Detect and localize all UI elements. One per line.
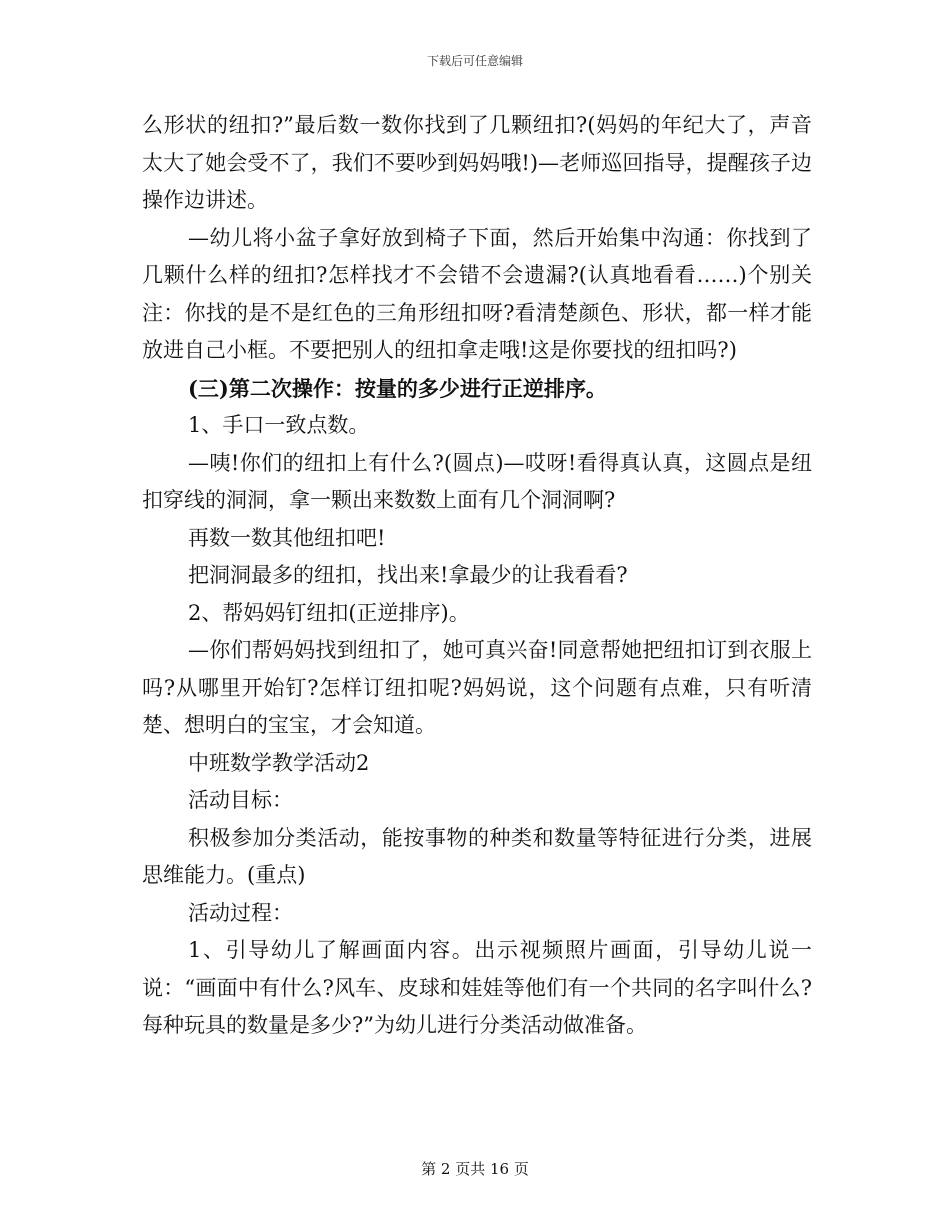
paragraph-4: 1、手口一致点数。 (188, 413, 370, 437)
goals-heading: 活动目标： (188, 788, 293, 812)
section-heading-3: (三)第二次操作：按量的多少进行正逆排序。 (188, 375, 607, 401)
paragraph-1: 么形状的纽扣?”最后数一数你找到了几颗纽扣?(妈妈的年纪大了，声音太大了她会受不了，我们不要吵到妈妈哦!)—老师巡回指导，提醒孩子边操作边讲述。 (142, 113, 812, 212)
activity-title: 中班数学教学活动2 (188, 750, 370, 775)
paragraph-14: 1、引导幼儿了解画面内容。出示视频照片画面，引导幼儿说一说：“画面中有什么?风车、皮球和娃娃等他们有一个共同的名字叫什么?每种玩具的数量是多少?”为幼儿进行分类活动做准备。 (142, 938, 812, 1037)
page-footer: 第 2 页共 16 页 (421, 1160, 529, 1178)
paragraph-2: —幼儿将小盆子拿好放到椅子下面，然后开始集中沟通：你找到了几颗什么样的纽扣?怎样找才不会错不会遗漏?(认真地看看……)个别关注：你找的是不是红色的三角形纽扣呀?看清楚颜色、形状，都一样才能放进自己小框。不要把别人的纽扣拿走哦!这是你要找的纽扣吗?) (142, 225, 812, 362)
page-header: 下载后可任意编辑 (426, 54, 523, 68)
paragraph-5: —咦!你们的纽扣上有什么?(圆点)—哎呀!看得真认真，这圆点是纽扣穿线的洞洞，拿一颗出来数数上面有几个洞洞啊? (142, 450, 812, 512)
process-heading: 活动过程： (188, 900, 293, 925)
paragraph-8: 2、帮妈妈钉纽扣(正逆排序)。 (188, 600, 470, 625)
document-body (142, 107, 812, 1045)
paragraph-6: 再数一数其他纽扣吧! (188, 525, 386, 550)
paragraph-7: 把洞洞最多的纽扣，找出来!拿最少的让我看看? (188, 563, 628, 587)
paragraph-9: —你们帮妈妈找到纽扣了，她可真兴奋!同意帮她把纽扣订到衣服上吗?从哪里开始钉?怎样订纽扣呢?妈妈说，这个问题有点难，只有听清楚、想明白的宝宝，才会知道。 (142, 638, 812, 737)
paragraph-12: 积极参加分类活动，能按事物的种类和数量等特征进行分类，进展思维能力。(重点) (142, 825, 812, 887)
